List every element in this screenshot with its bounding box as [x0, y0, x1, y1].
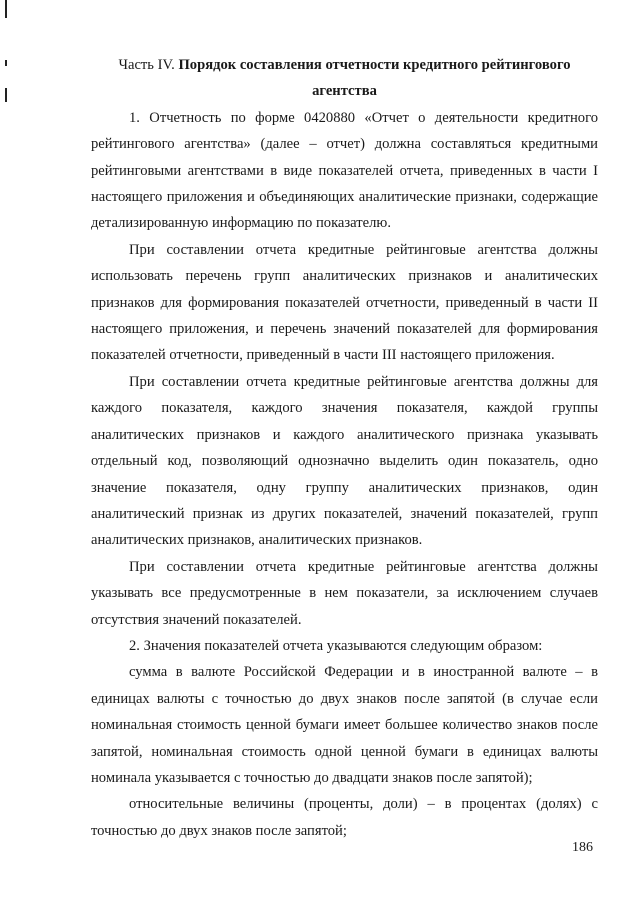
section-title-text: Порядок составления отчетности кредитного рейтингового агентства — [178, 57, 571, 100]
paragraph-currency-values: сумма в валюте Российской Федерации и в иностранной валюте – в единицах валюты с точностью до двух знаков после запятой (в случае если номинальная стоимость ценной бумаги имеет большее количество знаков после запятой, номинальная стоимость одной ценной бумаги в единицах валюты номинала указывается с точностью до двадцати знаков после запятой); — [91, 664, 598, 786]
scan-margin-mark-middle — [5, 60, 7, 66]
paragraph-values-intro: 2. Значения показателей отчета указываются следующим образом: — [129, 637, 543, 654]
paragraph-reporting-form: 1. Отчетность по форме 0420880 «Отчет о деятельности кредитного рейтингового агентства» (далее – отчет) должна составляться кредитными рейтинговыми агентствами в виде показателей отчета, приведенных в части I настоящего приложения и объединяющих аналитические признаки, содержащие детализированную информацию по показателю. — [91, 109, 598, 232]
paragraph-codes: При составлении отчета кредитные рейтинговые агентства должны для каждого показателя, каждого значения показателя, каждой группы аналитических признаков и каждого аналитического признака указывать отдельный код, позволяющий однозначно выделить один показатель, одно значение показателя, одну группу аналитических признаков, один аналитический признак из других показателей, значений показателей, групп аналитических признаков, аналитических признаков. — [91, 373, 598, 549]
paragraph-analytic-groups: При составлении отчета кредитные рейтинговые агентства должны использовать перечень групп аналитических признаков и аналитических признаков для формирования показателей отчетности, приведенный в части II настоящего приложения, и перечень значений показателей для формирования показателей отчетности, приведенный в части III настоящего приложения. — [91, 241, 598, 364]
page-number: 186 — [572, 840, 593, 855]
paragraph-all-indicators: При составлении отчета кредитные рейтинговые агентства должны указывать все предусмотренные в нем показатели, за исключением случаев отсутствия значений показателей. — [91, 558, 598, 628]
section-title — [91, 52, 598, 105]
document-page — [91, 52, 598, 844]
section-part-label: Часть IV. — [118, 57, 175, 73]
paragraph-relative-values: относительные величины (проценты, доли) – в процентах (долях) с точностью до двух знаков после запятой; — [91, 796, 598, 839]
scan-margin-mark-lower — [5, 88, 7, 102]
scan-margin-mark-top — [5, 0, 7, 18]
